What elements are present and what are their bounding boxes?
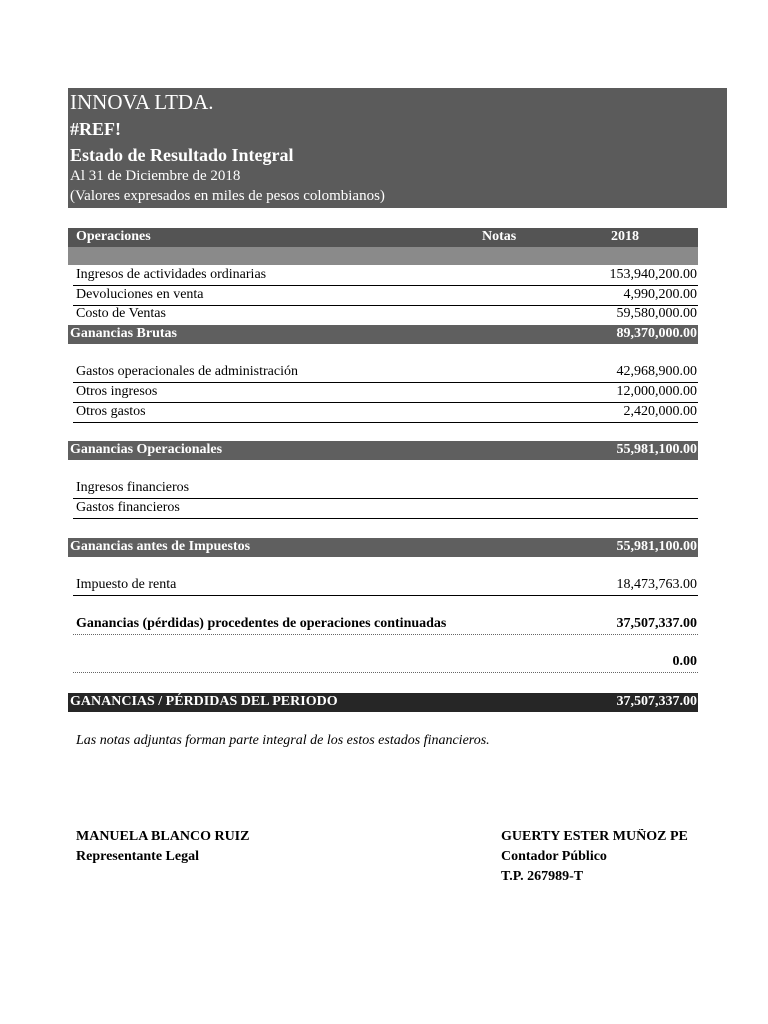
total-value: 55,981,100.00 bbox=[616, 442, 697, 457]
report-date: Al 31 de Diciembre de 2018 bbox=[70, 168, 241, 184]
total-value: 55,981,100.00 bbox=[616, 539, 697, 554]
row-label: Gastos operacionales de administración bbox=[76, 364, 298, 379]
row-value: 59,580,000.00 bbox=[616, 306, 697, 321]
row-impuesto-renta bbox=[73, 576, 698, 596]
total-label: Ganancias Brutas bbox=[70, 326, 177, 341]
total-ganancias-antes-impuestos bbox=[68, 538, 698, 557]
row-value: 12,000,000.00 bbox=[616, 384, 697, 399]
column-year: 2018 bbox=[611, 229, 639, 244]
ref-error: #REF! bbox=[70, 119, 121, 139]
signature-name: GUERTY ESTER MUÑOZ PE bbox=[501, 829, 688, 844]
total-value: 89,370,000.00 bbox=[616, 326, 697, 341]
row-value: 4,990,200.00 bbox=[623, 287, 697, 302]
row-value: 153,940,200.00 bbox=[609, 267, 697, 282]
row-label: Ingresos financieros bbox=[76, 480, 190, 495]
row-label: Otros gastos bbox=[76, 404, 146, 419]
total-value: 37,507,337.00 bbox=[616, 694, 697, 709]
row-label: Ingresos de actividades ordinarias bbox=[76, 267, 267, 282]
signature-role: Representante Legal bbox=[76, 849, 199, 864]
footnote: Las notas adjuntas forman parte integral de los estos estados financieros. bbox=[76, 733, 490, 748]
total-ganancias-periodo bbox=[68, 693, 698, 712]
column-header bbox=[68, 228, 698, 247]
row-value: 42,968,900.00 bbox=[616, 364, 697, 379]
report-currency-note: (Valores expresados en miles de pesos colombianos) bbox=[70, 188, 385, 204]
column-notes: Notas bbox=[482, 229, 517, 244]
signature-legal-representative bbox=[76, 829, 249, 869]
column-operations: Operaciones bbox=[76, 229, 151, 244]
signature-tp: T.P. 267989-T bbox=[501, 869, 584, 884]
row-gastos-financieros bbox=[73, 499, 698, 519]
row-operaciones-continuadas bbox=[73, 615, 698, 635]
company-name: INNOVA LTDA. bbox=[70, 90, 214, 114]
row-devoluciones bbox=[73, 286, 698, 306]
row-label: Otros ingresos bbox=[76, 384, 158, 399]
total-label: Ganancias Operacionales bbox=[70, 442, 223, 457]
row-value: 2,420,000.00 bbox=[623, 404, 697, 419]
row-ingresos-financieros bbox=[73, 479, 698, 499]
row-blank-line bbox=[73, 653, 698, 673]
row-label: Ganancias (pérdidas) procedentes de operaciones continuadas bbox=[76, 616, 447, 631]
total-label: Ganancias antes de Impuestos bbox=[70, 539, 251, 554]
total-ganancias-operacionales bbox=[68, 441, 698, 460]
row-value: 0.00 bbox=[672, 654, 697, 669]
row-gastos-admin bbox=[73, 363, 698, 383]
row-label: Costo de Ventas bbox=[76, 306, 166, 321]
row-ingresos-ordinarios bbox=[73, 266, 698, 286]
report-title: Estado de Resultado Integral bbox=[70, 145, 294, 165]
row-value: 18,473,763.00 bbox=[616, 577, 697, 592]
signature-accountant bbox=[501, 829, 702, 889]
row-otros-ingresos bbox=[73, 383, 698, 403]
row-label: Impuesto de renta bbox=[76, 577, 177, 592]
signature-role: Contador Público bbox=[501, 849, 607, 864]
row-costo-ventas bbox=[73, 305, 698, 324]
row-label: Devoluciones en venta bbox=[76, 287, 204, 302]
row-label: Gastos financieros bbox=[76, 500, 180, 515]
row-value: 37,507,337.00 bbox=[616, 616, 697, 631]
total-ganancias-brutas bbox=[68, 325, 698, 344]
row-otros-gastos bbox=[73, 403, 698, 423]
signature-name: MANUELA BLANCO RUIZ bbox=[76, 829, 250, 844]
column-subheader bbox=[68, 247, 698, 265]
report-header bbox=[68, 88, 727, 208]
total-label: GANANCIAS / PÉRDIDAS DEL PERIODO bbox=[70, 694, 338, 709]
